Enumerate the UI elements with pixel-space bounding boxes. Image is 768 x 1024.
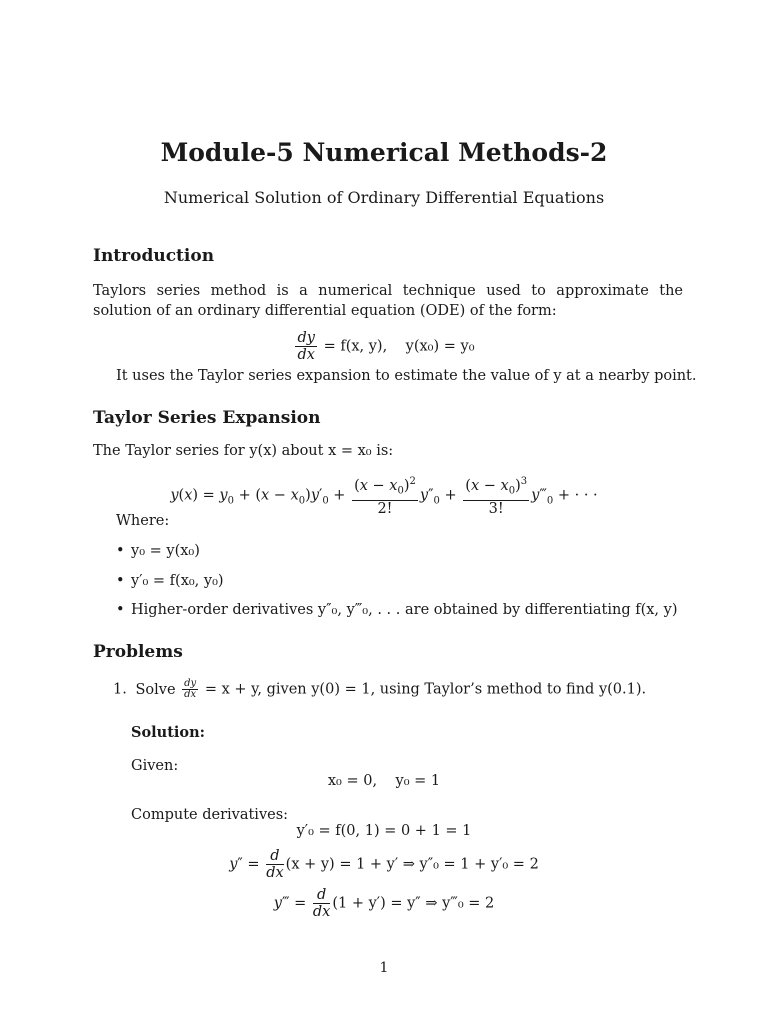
derivative-2-rhs: (x + y) = 1 + y′ ⇒ y″₀ = 1 + y′₀ = 2 [285,856,539,873]
ode-equation-rhs: = f(x, y), y(x₀) = y₀ [323,338,475,355]
taylor-intro: The Taylor series for y(x) about x = x₀ is: [93,443,394,459]
bullet-item [116,571,224,591]
solution-label: Solution: [131,724,205,741]
compute-label: Compute derivatives: [131,807,289,823]
taylor-series-equation: $y(x) = y_0 + (x - x_0)y'_0$ + $\frac{(x - x_0)^2}{2!}$ $y''_0$ + $\frac{(x - x_0)^3}{3!}$ $y‴_0$ + · · · [170,476,598,517]
bullet-text: y′₀ = f(x₀, y₀) [131,573,224,589]
problem-1 [113,679,646,700]
bullet-item [116,600,678,620]
derivative-3-rhs: (1 + y′) = y″ ⇒ y‴₀ = 2 [332,895,495,912]
solve-word: Solve [135,681,176,698]
problem-number: 1. [113,681,127,698]
bullet-item [116,541,200,561]
dy-dx-inline-fraction: $\frac{dy}{dx}$ [184,678,197,700]
bullet-text: Higher-order derivatives y″₀, y‴₀, . . . are obtained by differentiating f(x, y) [131,602,678,618]
given-label: Given: [131,758,179,774]
derivative-2: y″ = $\frac{d}{dx}$ (x + y) = 1 + y′ ⇒ y″₀ = 1 + y′₀ = 2 [229,848,539,881]
introduction-paragraph: Taylors series method is a numerical technique used to approximate the solution of an ordinary differential equation (ODE) of the form: [93,283,683,319]
document-subtitle: Numerical Solution of Ordinary Differential Equations [163,188,605,207]
dy-dx-fraction: $\frac{dy}{dx}$ [297,330,315,363]
document-title: Module-5 Numerical Methods-2 [160,138,608,167]
introduction-follow-up: It uses the Taylor series expansion to estimate the value of y at a nearby point. [116,368,697,384]
page-number: 1 [379,960,389,976]
taylor-heading: Taylor Series Expansion [93,408,321,428]
introduction-heading: Introduction [93,246,215,266]
problems-heading: Problems [93,642,183,662]
ode-equation [0,330,768,363]
problem-statement: = x + y, given y(0) = 1, using Taylor’s method to find y(0.1). [204,681,647,698]
derivative-1: y′₀ = f(0, 1) = 0 + 1 = 1 [296,823,472,839]
bullet-text: y₀ = y(x₀) [131,543,200,559]
where-label: Where: [116,513,170,529]
given-values: x₀ = 0, y₀ = 1 [327,773,441,789]
derivative-3: y‴ = $\frac{d}{dx}$ (1 + y′) = y″ ⇒ y‴₀ = 2 [273,887,495,920]
